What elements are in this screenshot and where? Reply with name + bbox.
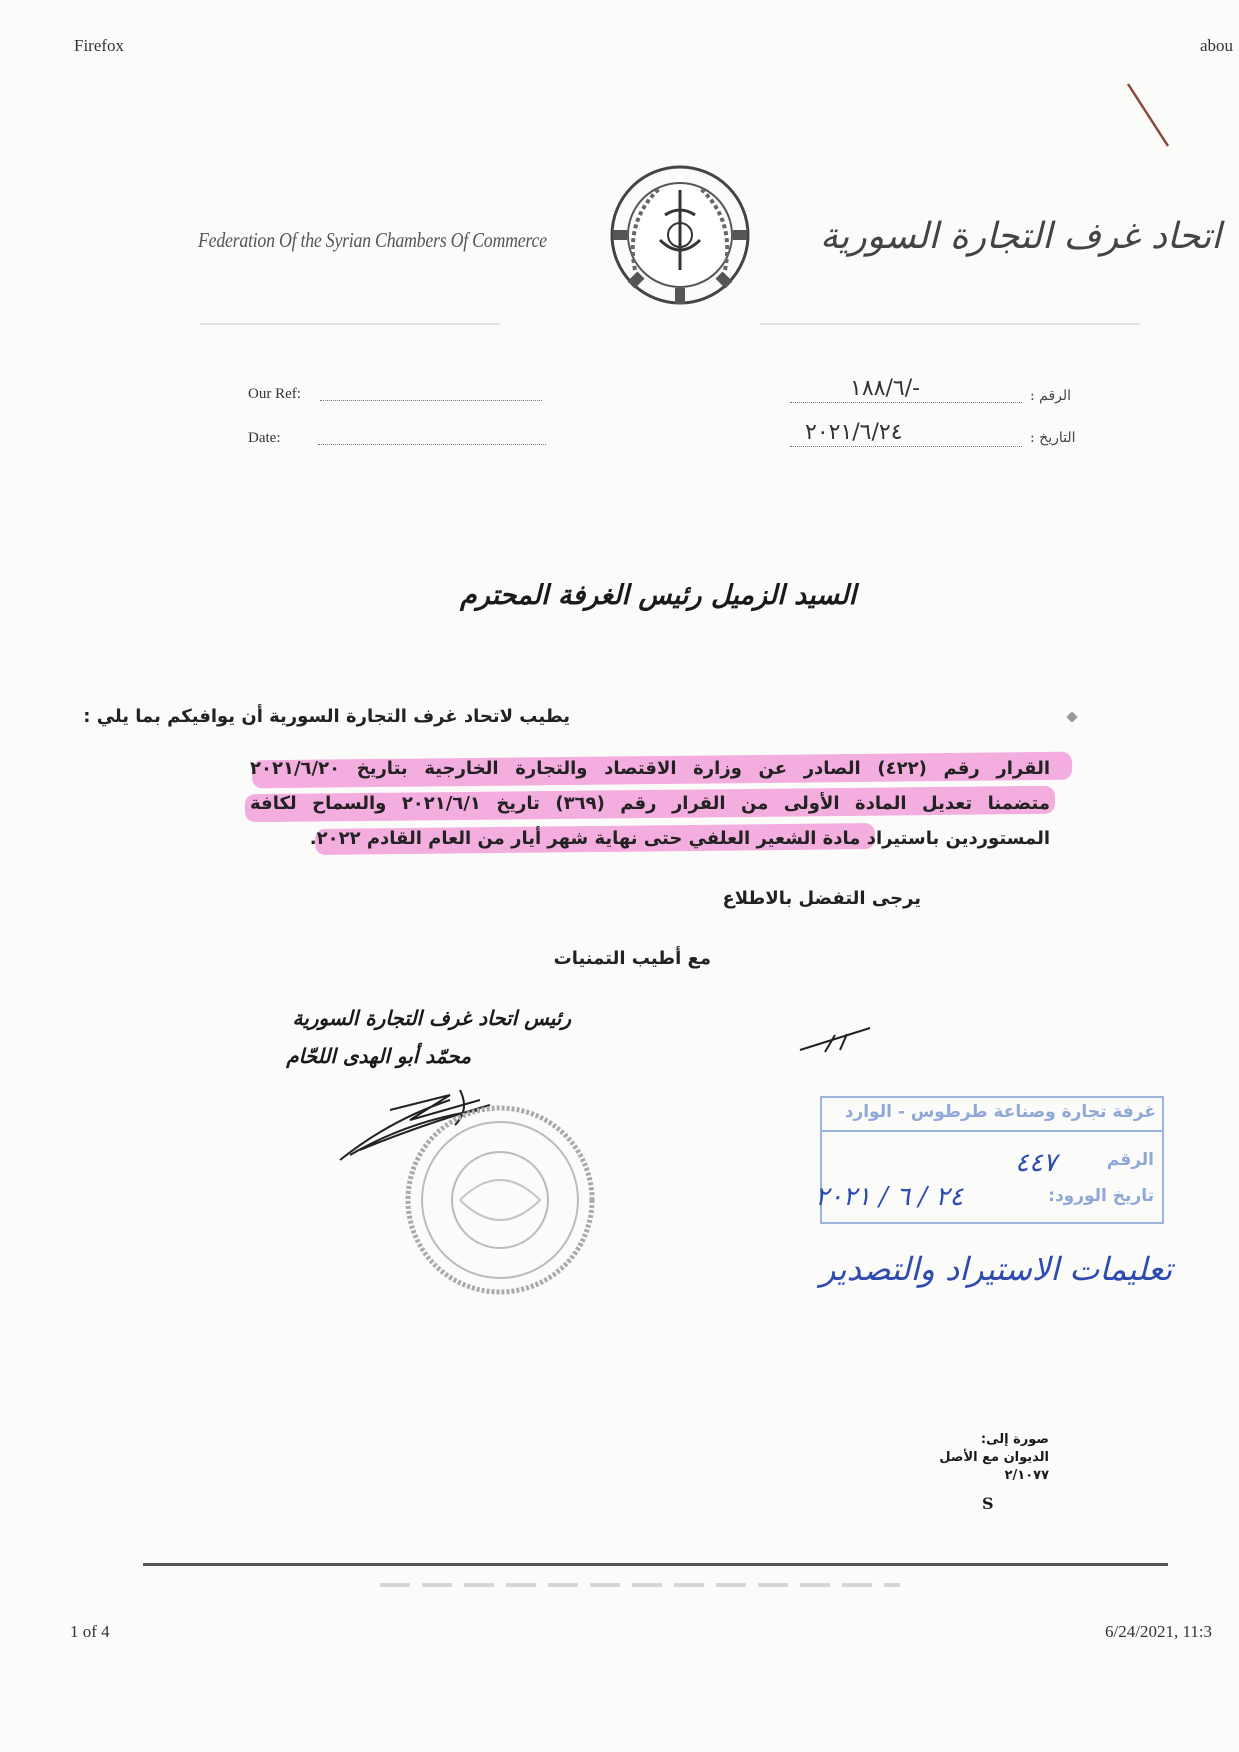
stamp-number-label: الرقم — [1106, 1150, 1154, 1170]
signatory-name: محمّد أبو الهدى اللحّام — [286, 1044, 471, 1068]
date-value: ٢٠٢١/٦/٢٤ — [805, 420, 903, 445]
print-timestamp: 6/24/2021, 11:3 — [1105, 1622, 1213, 1641]
closing-text: مع أطيب التمنيات — [553, 948, 711, 969]
request-text: يرجى التفضل بالاطلاع — [722, 888, 921, 909]
date-line — [318, 444, 546, 445]
copies-initial: S — [982, 1494, 994, 1513]
footer-divider — [143, 1563, 1168, 1566]
stamp-divider — [822, 1130, 1162, 1132]
ref-label-arabic: الرقم : — [1030, 388, 1072, 404]
browser-app-name: Firefox — [74, 36, 125, 55]
browser-url-fragment: abou — [1200, 36, 1234, 55]
initials-mark-icon — [795, 1020, 875, 1060]
handwritten-note: تعليمات الاستيراد والتصدير — [820, 1250, 1173, 1288]
bleed-through-line — [760, 320, 1140, 330]
copies-line: الديوان مع الأصل — [939, 1450, 1049, 1465]
bullet-icon — [1066, 711, 1077, 722]
federation-logo-icon — [605, 160, 755, 310]
stamp-header: غرفة تجارة وصناعة طرطوس - الوارد — [844, 1102, 1156, 1122]
bleed-through-line — [200, 320, 500, 330]
page-count: 1 of 4 — [70, 1622, 110, 1641]
body-line-3: المستوردين باستيراد مادة الشعير العلفي حتى نهاية شهر أيار من العام القادم ٢٠٢٢. — [309, 828, 1050, 849]
copies-code: ٢/١٠٧٧ — [1004, 1468, 1049, 1483]
stamp-date-label: تاريخ الورود: — [1048, 1186, 1154, 1206]
our-ref-line — [320, 400, 542, 401]
date-label: Date: — [248, 430, 281, 446]
federation-seal-icon — [400, 1100, 600, 1300]
salutation: السيد الزميل رئيس الغرفة المحترم — [460, 580, 857, 611]
stamp-date-value: ٢٤ / ٦ / ٢٠٢١ — [815, 1182, 964, 1212]
ref-value: ١٨٨/٦/- — [850, 376, 921, 401]
our-ref-label: Our Ref: — [248, 386, 301, 402]
ref-line-arabic — [790, 402, 1022, 403]
signatory-title: رئيس اتحاد غرف التجارة السورية — [292, 1006, 571, 1030]
date-label-arabic: التاريخ : — [1030, 430, 1076, 446]
intro-text: يطيب لاتحاد غرف التجارة السورية أن يوافيكم بما يلي : — [83, 706, 570, 727]
footer-faint-text — [380, 1583, 900, 1587]
copies-label: صورة إلى: — [980, 1432, 1049, 1447]
pen-mark-icon — [1120, 80, 1180, 150]
body-line-2: متضمنا تعديل المادة الأولى من القرار رقم (٣٦٩) تاريخ ٢٠٢١/٦/١ والسماح لكافة — [250, 793, 1050, 814]
body-line-1: القرار رقم (٤٢٢) الصادر عن وزارة الاقتصاد والتجارة الخارجية بتاريخ ٢٠٢١/٦/٢٠ — [250, 758, 1050, 779]
org-name-arabic: اتحاد غرف التجارة السورية — [820, 216, 1222, 257]
stamp-number-value: ٤٤٧ — [1015, 1148, 1057, 1178]
org-name-english: Federation Of the Syrian Chambers Of Commerce — [198, 228, 547, 252]
date-line-arabic — [790, 446, 1022, 447]
